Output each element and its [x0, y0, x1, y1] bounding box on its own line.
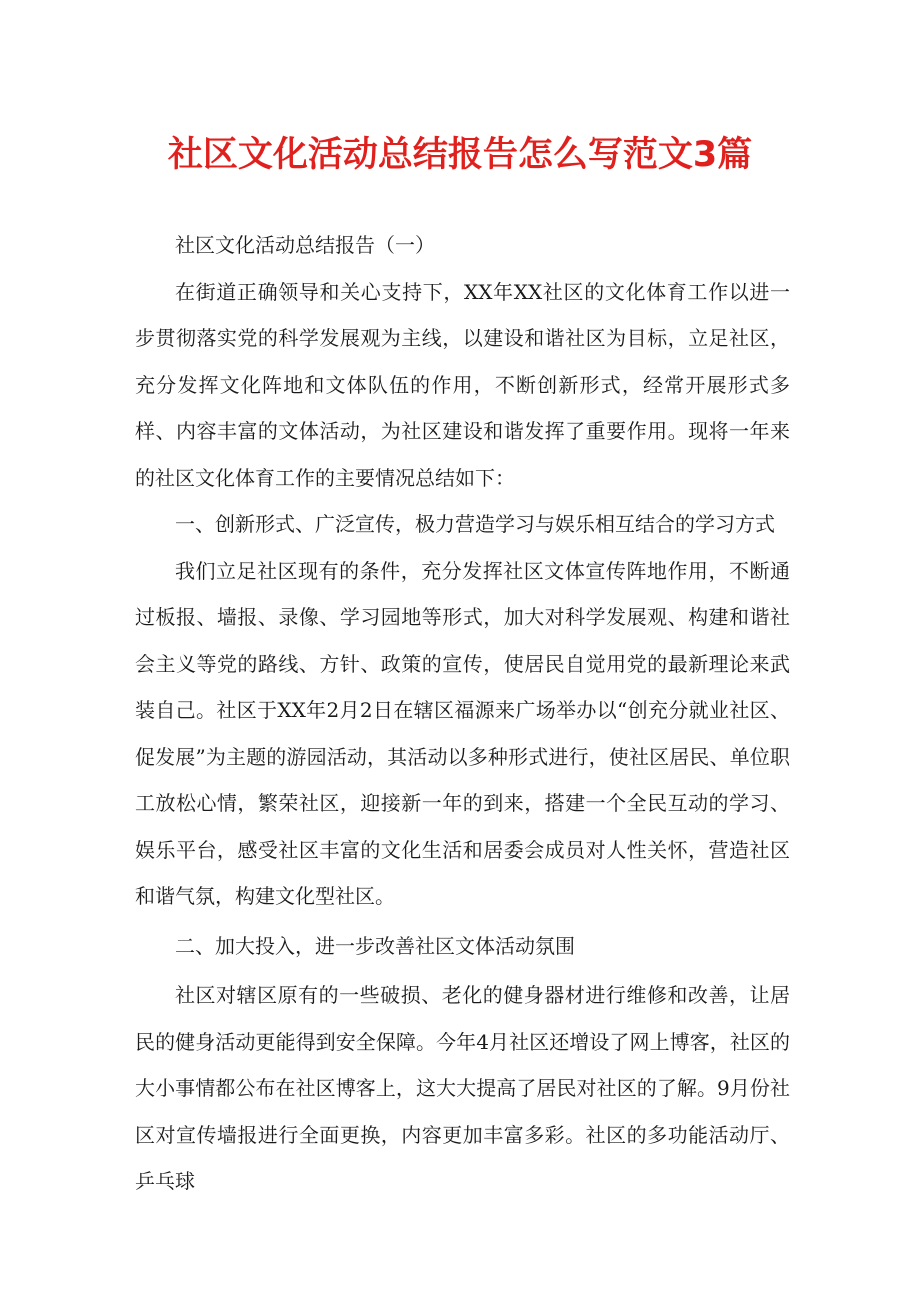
paragraph-heading: 社区文化活动总结报告（一） [175, 233, 435, 257]
paragraph: 在街道正确领导和关心支持下，XX年XX社区的文化体育工作以进一步贯彻落实党的科学发展观为主线，以建设和谐社区为目标，立足社区，充分发挥文化阵地和文体队伍的作用，不断创新形式，经常开展形式多样、内容丰富的文体活动，为社区建设和谐发挥了重要作用。现将一年来的社区文化体育工作的主要情况总结如下： [135, 279, 790, 490]
section-heading: 一、创新形式、广泛宣传，极力营造学习与娱乐相互结合的学习方式 [175, 512, 775, 536]
document-body [135, 222, 790, 1205]
document-title: 社区文化活动总结报告怎么写范文3篇 [167, 135, 753, 175]
section-heading: 二、加大投入，进一步改善社区文体活动氛围 [175, 933, 575, 958]
paragraph: 我们立足社区现有的条件，充分发挥社区文体宣传阵地作用，不断通过板报、墙报、录像、学习园地等形式，加大对科学发展观、构建和谐社会主义等党的路线、方针、政策的宣传，使居民自觉用党的最新理论来武装自己。社区于XX年2月2日在辖区福源来广场举办以“创充分就业社区、促发展”为主题的游园活动，其活动以多种形式进行，使社区居民、单位职工放松心情，繁荣社区，迎接新一年的到来，搭建一个全民互动的学习、娱乐平台，感受社区丰富的文化生活和居委会成员对人性关怀，营造社区和谐气氛，构建文化型社区。 [135, 558, 790, 908]
paragraph: 社区对辖区原有的一些破损、老化的健身器材进行维修和改善，让居民的健身活动更能得到安全保障。今年4月社区还增设了网上博客，社区的大小事情都公布在社区博客上，这大大提高了居民对社区的了解。9月份社区对宣传墙报进行全面更换，内容更加丰富多彩。社区的多功能活动厅、乒乓球 [135, 983, 790, 1193]
